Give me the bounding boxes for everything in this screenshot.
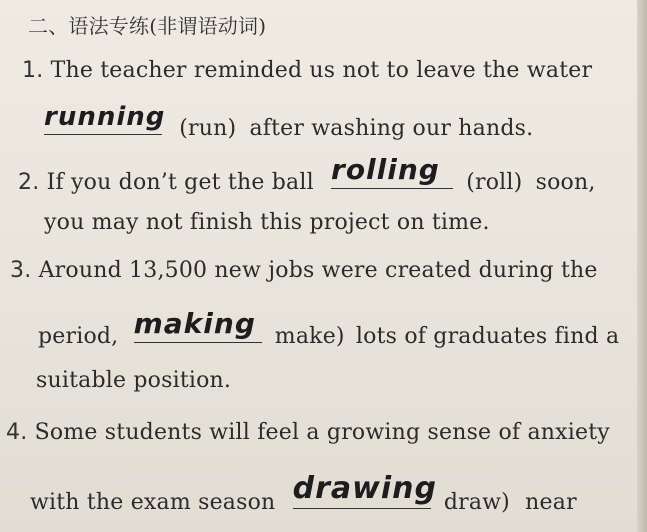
- question-4-before: with the exam season: [30, 490, 276, 515]
- question-3-text-3: suitable position.: [36, 368, 232, 393]
- handwritten-answer-3: making: [133, 307, 256, 340]
- question-1-number: 1.: [22, 58, 44, 83]
- question-1-hint: (run): [179, 116, 237, 141]
- question-2-after: soon,: [535, 170, 596, 195]
- page-edge: [637, 0, 647, 532]
- question-3-text: Around 13,500 new jobs were created during the: [38, 258, 598, 283]
- answer-blank-4[interactable]: [292, 471, 437, 509]
- question-3-hint: make): [274, 324, 345, 349]
- question-4-hint: draw): [443, 490, 510, 515]
- question-3-number: 3.: [10, 258, 32, 283]
- answer-blank-2[interactable]: [331, 153, 453, 189]
- question-3-after: lots of graduates find a: [355, 324, 620, 349]
- question-1-line-2: [44, 102, 534, 141]
- question-3-line-3: [36, 368, 231, 393]
- question-1-after: after washing our hands.: [249, 116, 534, 141]
- handwritten-answer-2: rolling: [331, 153, 440, 186]
- question-4-text: Some students will feel a growing sense of anxiety: [34, 420, 610, 445]
- question-2-line-2: [44, 210, 490, 235]
- section-title: 二、语法专练(非谓语动词): [28, 14, 267, 38]
- answer-blank-1[interactable]: [44, 102, 166, 135]
- answer-blank-3[interactable]: [133, 307, 262, 343]
- question-1-line-1: [22, 58, 592, 83]
- question-4-line-2: [30, 471, 577, 515]
- question-4-after: near: [525, 490, 577, 515]
- question-2-number: 2.: [18, 170, 40, 195]
- question-2-line-1: [18, 153, 596, 195]
- question-2-hint: (roll): [466, 170, 523, 195]
- handwritten-answer-4: drawing: [292, 471, 437, 506]
- question-2-before: If you don’t get the ball: [46, 170, 314, 195]
- question-1-text: The teacher reminded us not to leave the water: [50, 58, 593, 83]
- question-3-before: period,: [38, 324, 119, 349]
- question-2-text-2: you may not finish this project on time.: [44, 210, 490, 235]
- question-4-number: 4.: [6, 420, 28, 445]
- question-4-line-1: [6, 420, 610, 445]
- question-3-line-2: [38, 307, 620, 349]
- question-3-line-1: [10, 258, 598, 283]
- handwritten-answer-1: running: [44, 102, 166, 132]
